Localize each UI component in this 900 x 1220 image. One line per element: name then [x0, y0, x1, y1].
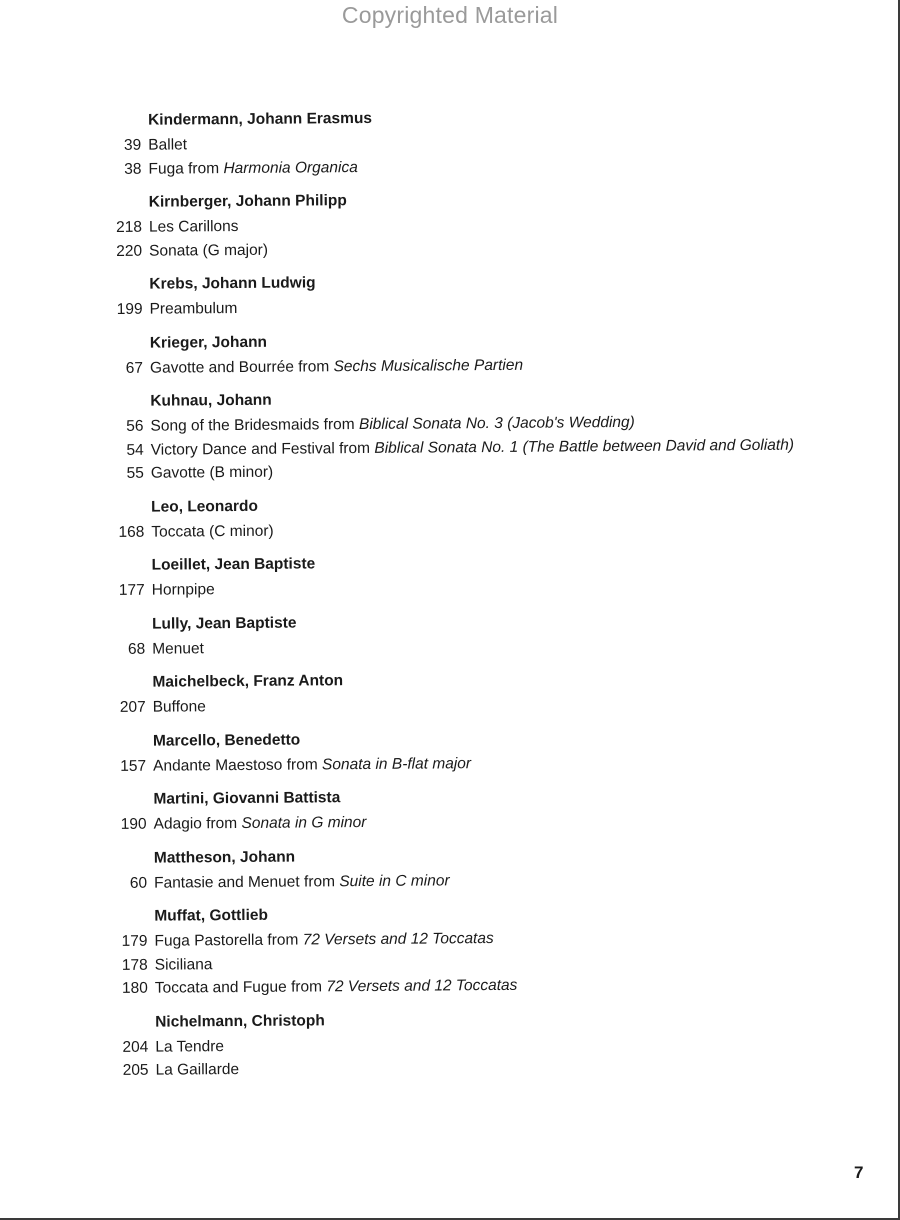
work-page-number: 39 — [123, 136, 142, 154]
work-page-number: 218 — [115, 218, 142, 236]
composer-entry — [115, 1007, 816, 1082]
composer-name: Muffat, Gottlieb — [154, 906, 269, 925]
page-number: 7 — [854, 1163, 864, 1182]
work-item — [115, 1053, 815, 1082]
work-item — [115, 971, 815, 1000]
work-page-number: 55 — [126, 464, 144, 482]
composer-name: Krebs, Johann Ludwig — [149, 274, 316, 293]
work-source: Sechs Musicalische Partien — [333, 356, 524, 375]
work-page-number: 157 — [120, 757, 147, 775]
work-source: 72 Versets and 12 Toccatas — [326, 976, 518, 996]
work-title-text: Fuga from — [148, 159, 224, 178]
work-item — [112, 573, 812, 602]
work-list — [109, 292, 809, 321]
work-title-text: Ballet — [148, 136, 188, 154]
work-source: Sonata in B-flat major — [321, 754, 472, 773]
work-title-text: Gavotte and Bourrée from — [149, 357, 334, 377]
work-page-number: 180 — [121, 979, 148, 997]
work-title-text: Toccata and Fugue from — [154, 978, 327, 997]
work-source: Biblical Sonata No. 3 (Jacob's Wedding) — [358, 413, 635, 434]
work-title — [154, 866, 814, 895]
work-item — [114, 866, 814, 895]
work-list — [108, 129, 808, 181]
composer-name: Kindermann, Johann Erasmus — [148, 109, 373, 129]
work-list — [114, 924, 815, 1000]
work-title-text: La Tendre — [155, 1037, 225, 1056]
work-list — [113, 749, 813, 778]
composer-name: Marcello, Benedetto — [152, 731, 301, 750]
composer-entry — [108, 106, 809, 181]
work-item — [109, 234, 809, 263]
work-page-number: 205 — [122, 1061, 149, 1079]
work-page-number: 54 — [126, 441, 144, 459]
composer-name: Nichelmann, Christoph — [155, 1011, 325, 1031]
work-item — [108, 152, 808, 181]
composer-entry — [110, 328, 810, 380]
work-title-text: Adagio from — [153, 814, 242, 833]
work-page-number: 68 — [127, 640, 146, 658]
composer-entry — [112, 609, 812, 661]
work-list — [113, 690, 813, 719]
work-page-number: 168 — [118, 523, 145, 541]
work-page-number: 199 — [116, 300, 143, 318]
work-title — [151, 456, 811, 485]
work-title — [155, 1053, 815, 1082]
composer-name: Leo, Leonardo — [151, 497, 258, 516]
work-title — [148, 152, 808, 181]
work-title — [150, 351, 810, 380]
work-title-text: Fuga Pastorella from — [154, 931, 303, 950]
work-list — [111, 515, 811, 544]
work-source: Harmonia Organica — [223, 158, 358, 177]
work-title — [149, 234, 809, 263]
composer-entry — [114, 843, 814, 895]
copyright-watermark: Copyrighted Material — [341, 2, 559, 28]
composer-entry — [111, 492, 811, 544]
work-title-text: Buffone — [152, 698, 206, 716]
work-item — [109, 292, 809, 321]
work-title-text: Andante Maestoso from — [153, 755, 323, 775]
work-title-text: Gavotte (B minor) — [150, 463, 274, 482]
work-title-text: La Gaillarde — [155, 1061, 240, 1079]
work-item — [114, 807, 814, 836]
work-list — [114, 866, 814, 895]
work-list — [115, 1030, 815, 1082]
composer-index — [108, 106, 816, 1095]
composer-entry — [114, 901, 815, 1000]
work-title — [154, 807, 814, 836]
work-list — [110, 351, 810, 380]
work-list — [109, 210, 809, 262]
work-title — [153, 690, 813, 719]
composer-entry — [113, 784, 813, 836]
work-source: 72 Versets and 12 Toccatas — [302, 929, 494, 949]
work-title-text: Victory Dance and Festival from — [150, 439, 375, 459]
work-page-number: 177 — [118, 581, 145, 599]
work-title-text: Hornpipe — [151, 581, 215, 599]
work-page-number: 179 — [121, 932, 148, 950]
work-title — [151, 515, 811, 544]
composer-entry — [111, 550, 811, 602]
composer-entry — [110, 386, 811, 485]
work-item — [113, 749, 813, 778]
work-page-number: 220 — [116, 242, 143, 260]
composer-name: Lully, Jean Baptiste — [151, 614, 297, 633]
composer-name: Kuhnau, Johann — [150, 391, 272, 410]
composer-name: Martini, Giovanni Battista — [153, 789, 341, 808]
work-item — [111, 456, 811, 485]
work-list — [112, 632, 812, 661]
work-page-number: 60 — [129, 874, 148, 892]
work-title-text: Sonata (G major) — [149, 241, 269, 260]
composer-name: Krieger, Johann — [149, 333, 268, 352]
composer-name: Maichelbeck, Franz Anton — [152, 672, 344, 691]
work-source: Sonata in G minor — [241, 813, 367, 832]
work-item — [110, 351, 810, 380]
composer-entry — [112, 667, 812, 719]
work-title-text: Siciliana — [154, 955, 213, 974]
composer-name: Mattheson, Johann — [153, 848, 296, 867]
work-list — [112, 573, 812, 602]
work-page-number: 190 — [120, 815, 147, 833]
work-title — [155, 971, 815, 1000]
work-title — [149, 292, 809, 321]
composer-name: Loeillet, Jean Baptiste — [151, 555, 316, 574]
work-title-text: Preambulum — [149, 299, 238, 318]
work-title-text: Toccata (C minor) — [151, 522, 274, 541]
work-source: Biblical Sonata No. 1 (The Battle between David and Goliath) — [374, 436, 795, 457]
work-title-text: Fantasie and Menuet from — [153, 872, 340, 892]
work-title-text: Song of the Bridesmaids from — [150, 416, 360, 435]
work-item — [112, 632, 812, 661]
work-list — [114, 807, 814, 836]
composer-entry — [109, 269, 809, 321]
work-page-number: 56 — [126, 417, 144, 435]
work-title — [152, 632, 812, 661]
work-item — [113, 690, 813, 719]
work-title — [153, 749, 813, 778]
work-title-text: Les Carillons — [148, 217, 239, 236]
composer-name: Kirnberger, Johann Philipp — [148, 192, 347, 211]
work-title — [152, 573, 812, 602]
work-source: Suite in C minor — [339, 871, 450, 890]
composer-entry — [113, 726, 813, 778]
work-page-number: 178 — [121, 956, 148, 974]
work-page-number: 207 — [119, 698, 146, 716]
work-title-text: Menuet — [152, 639, 204, 658]
work-item — [111, 515, 811, 544]
work-list — [110, 409, 811, 485]
work-page-number: 204 — [122, 1038, 149, 1056]
work-page-number: 38 — [124, 160, 142, 178]
composer-entry — [109, 187, 810, 262]
work-page-number: 67 — [125, 359, 144, 377]
